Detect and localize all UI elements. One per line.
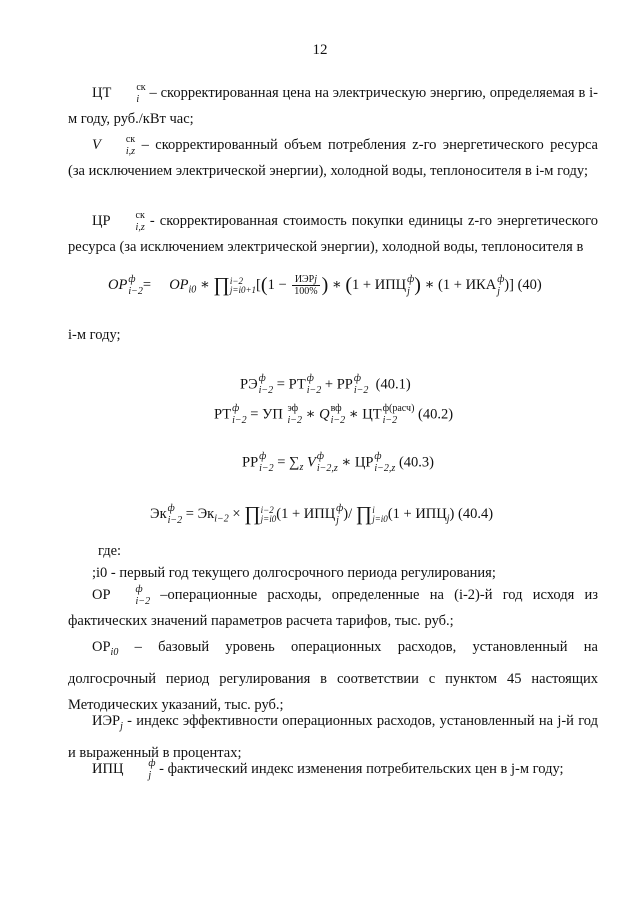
definition-ct: ЦТ ск i – скорректированная цена на электрическую энергию, определяемая в i-м году, руб./кВт час;: [68, 81, 598, 127]
formula-40-2-label: (40.2): [418, 406, 454, 423]
formula-40-1-label: (40.1): [375, 376, 411, 393]
definition-cr: ЦР ск i,z - скорректированная стоимость покупки единицы z-го энергетического ресурса (за исключением электрической энергии), холодной воды, теплоносителя в: [68, 209, 598, 255]
definition-i0: ;i0 - первый год текущего долгосрочного периода регулирования;: [92, 565, 496, 581]
formula-40-label: (40): [517, 276, 542, 293]
definition-ier: $ИЭР_j$ - индекс эффективности операционных расходов, установленный на j-й год и выраженный в процентах;: [68, 713, 598, 761]
formula-40-4: Эк ф i−2 = $Эк_{i-2}$ × ∏ i−2 j=i0 (1 + ИПЦ ф j )/ ∏ i j=i0 $(1 + ИПЦ_j)$ (40.4): [150, 502, 494, 526]
where-label: где:: [98, 543, 122, 559]
definition-ipc: ИПЦ ф j - фактический индекс изменения потребительских цен в j-м году;: [92, 757, 564, 781]
definition-op: ОР ф i−2 –операционные расходы, определенные на (i-2)-й год исходя из фактических значений параметров расчета тарифов, тыс. руб.;: [68, 583, 598, 629]
symbol-v: V ск i,z: [92, 133, 136, 157]
definition-op0: $ОР_{i0}$ – базовый уровень операционных расходов, установленный на долгосрочный период регулирования в соответствии с пунктом 45 настоящих Методических указаний, тыс. руб.;: [68, 639, 598, 713]
after-formula-40: i-м году;: [68, 327, 121, 343]
formula-40-3-label: (40.3): [398, 454, 434, 471]
symbol-op0: $ОР_{i0}$: [92, 639, 119, 658]
symbol-ct: ЦТ ск i: [92, 81, 146, 105]
formula-40-3: РР ф i−2 = $\sum_z$ V ф i−2,z ∗ ЦР ф i−2,z (40.3): [242, 451, 434, 474]
symbol-op: ОР ф i−2: [92, 583, 151, 607]
formula-40-2: РТ ф i−2 = УП эф i−2 ∗ Q вф i−2 ∗ ЦТ ф(расч) i−2 (40.2): [214, 403, 454, 426]
definition-v: V ск i,z – скорректированный объем потребления z-го энергетического ресурса (за исключением электрической энергии), холодной воды, теплоносителя в i-м году;: [68, 133, 598, 179]
page-number: 12: [312, 42, 328, 58]
symbol-cr: ЦР ск i,z: [92, 209, 145, 233]
formula-40: ОР ф i−2 = $ОР_{i0}$ ∗ ∏ i−2 j=i0+1 [(1 − $\frac{\text{ИЭРj}}{100\%}$ ) ∗ (1 + ИПЦ ф j ) ∗ (1 + ИКА ф j )] (40): [108, 273, 542, 297]
formula-40-4-label: (40.4): [458, 505, 494, 522]
symbol-ier: $ИЭР_j$: [92, 713, 123, 732]
symbol-ipc: ИПЦ ф j: [92, 757, 156, 781]
formula-40-1: РЭ ф i−2 = РТ ф i−2 + РР ф i−2 (40.1): [240, 373, 411, 396]
